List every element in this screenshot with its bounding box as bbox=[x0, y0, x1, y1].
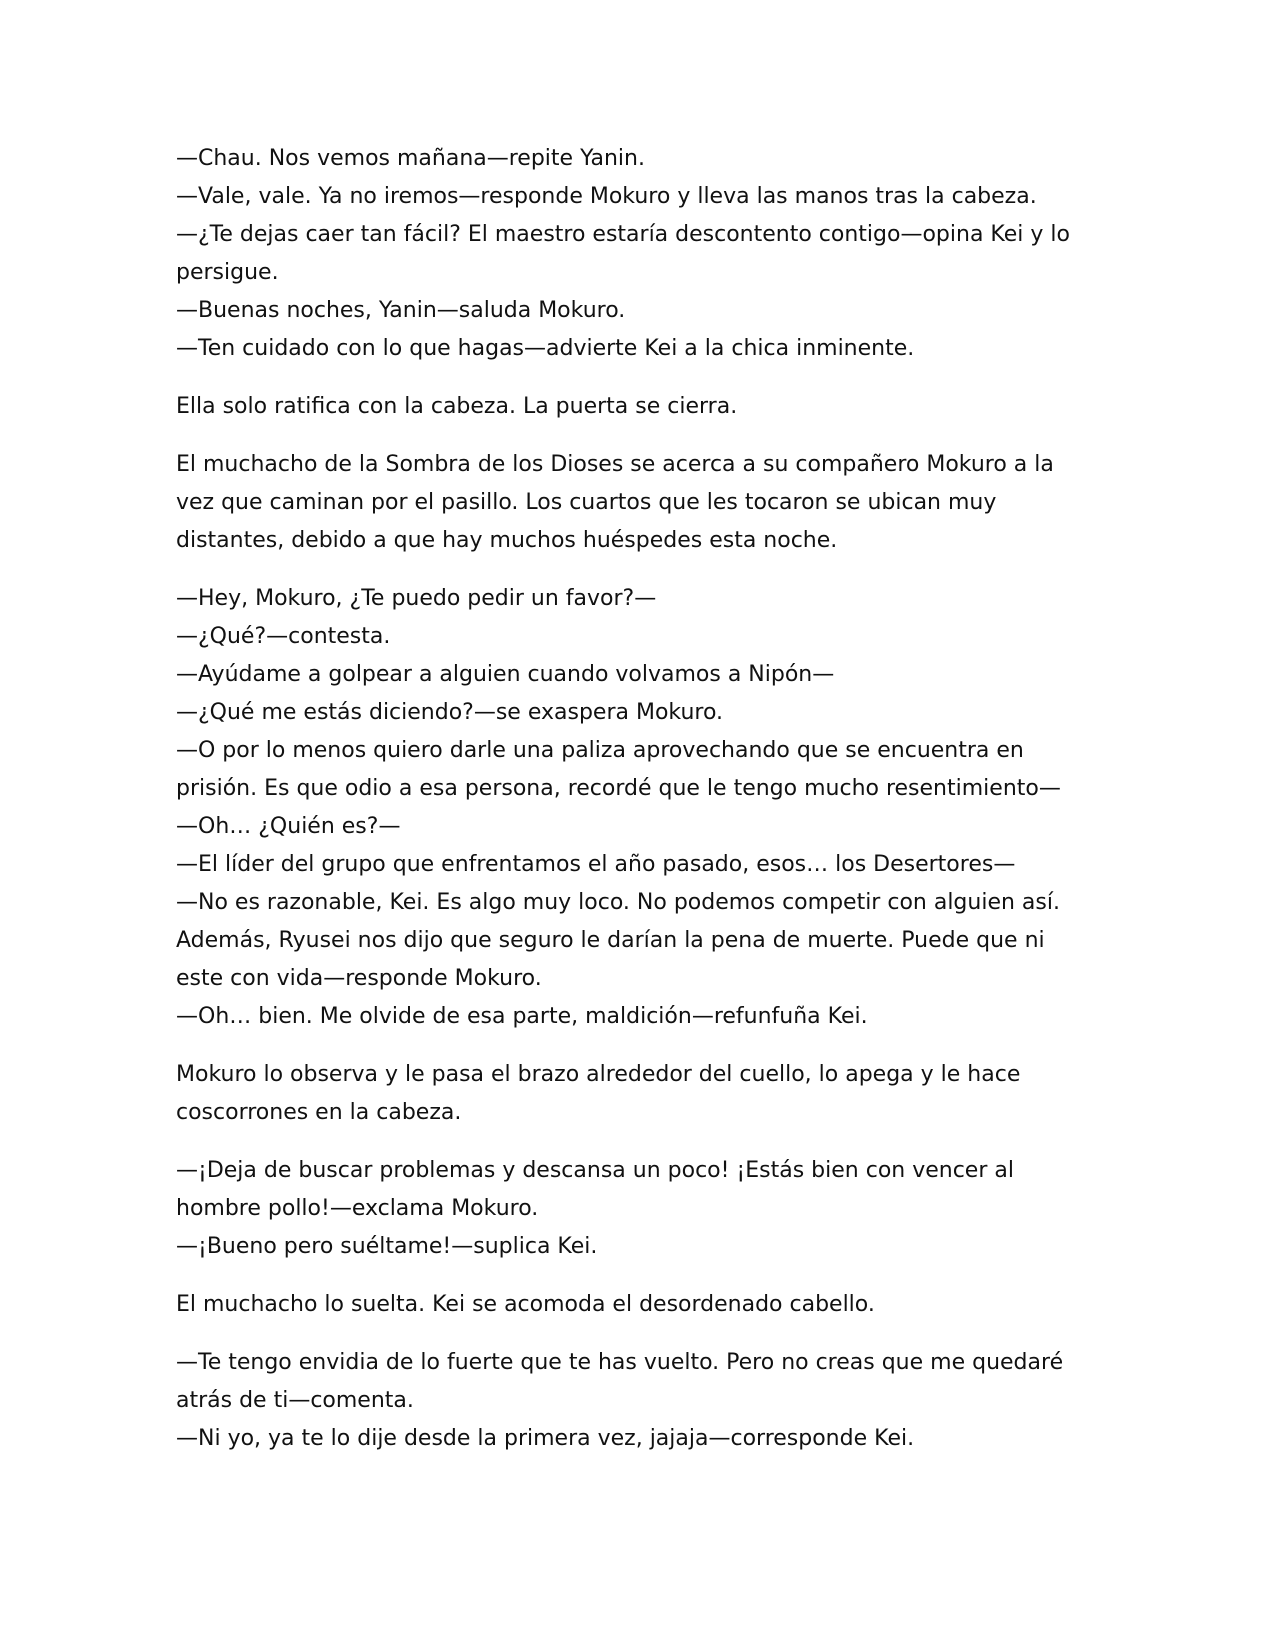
dialogue-line: —¿Qué me estás diciendo?—se exaspera Mokuro. bbox=[176, 700, 724, 725]
dialogue-line: —El líder del grupo que enfrentamos el año pasado, esos… los Desertores— bbox=[176, 852, 1016, 877]
dialogue-line: —¡Bueno pero suéltame!—suplica Kei. bbox=[176, 1234, 598, 1259]
dialogue-line: —O por lo menos quiero darle una paliza aprovechando que se encuentra en prisión. Es que odio a esa persona, recordé que le tengo mucho resentimiento— bbox=[176, 738, 1061, 801]
dialogue-line: —Ni yo, ya te lo dije desde la primera vez, jajaja—corresponde Kei. bbox=[176, 1426, 915, 1451]
dialogue-line: —No es razonable, Kei. Es algo muy loco. No podemos competir con alguien así. Además, Ryusei nos dijo que seguro le darían la pena de muerte. Puede que ni este con vida—responde Mokuro. bbox=[176, 890, 1067, 991]
narration-paragraph: El muchacho de la Sombra de los Dioses se acerca a su compañero Mokuro a la vez que caminan por el pasillo. Los cuartos que les tocaron se ubican muy distantes, debido a que hay muchos huéspedes esta noche. bbox=[176, 452, 1061, 553]
dialogue-line: —¿Qué?—contesta. bbox=[176, 624, 391, 649]
dialogue-line: —Oh… bien. Me olvide de esa parte, maldición—refunfuña Kei. bbox=[176, 1004, 868, 1029]
dialogue-line: —Te tengo envidia de lo fuerte que te has vuelto. Pero no creas que me quedaré atrás de ti—comenta. bbox=[176, 1350, 1071, 1413]
dialogue-line: —Chau. Nos vemos mañana—repite Yanin. bbox=[176, 146, 645, 171]
narration-paragraph: Ella solo ratifica con la cabeza. La puerta se cierra. bbox=[176, 394, 738, 419]
dialogue-line: —Oh… ¿Quién es?— bbox=[176, 814, 401, 839]
dialogue-line: —¡Deja de buscar problemas y descansa un poco! ¡Estás bien con vencer al hombre pollo!—exclama Mokuro. bbox=[176, 1158, 1021, 1221]
narration-paragraph: Mokuro lo observa y le pasa el brazo alrededor del cuello, lo apega y le hace coscorrones en la cabeza. bbox=[176, 1062, 1028, 1125]
dialogue-line: —Ayúdame a golpear a alguien cuando volvamos a Nipón— bbox=[176, 662, 835, 687]
dialogue-line: —Ten cuidado con lo que hagas—advierte Kei a la chica inminente. bbox=[176, 336, 915, 361]
document-page bbox=[176, 140, 1096, 1458]
dialogue-line: —¿Te dejas caer tan fácil? El maestro estaría descontento contigo—opina Kei y lo persigue. bbox=[176, 222, 1077, 285]
narration-paragraph: El muchacho lo suelta. Kei se acomoda el desordenado cabello. bbox=[176, 1292, 875, 1317]
dialogue-line: —Buenas noches, Yanin—saluda Mokuro. bbox=[176, 298, 626, 323]
dialogue-line: —Vale, vale. Ya no iremos—responde Mokuro y lleva las manos tras la cabeza. bbox=[176, 184, 1037, 209]
dialogue-line: —Hey, Mokuro, ¿Te puedo pedir un favor?— bbox=[176, 586, 657, 611]
